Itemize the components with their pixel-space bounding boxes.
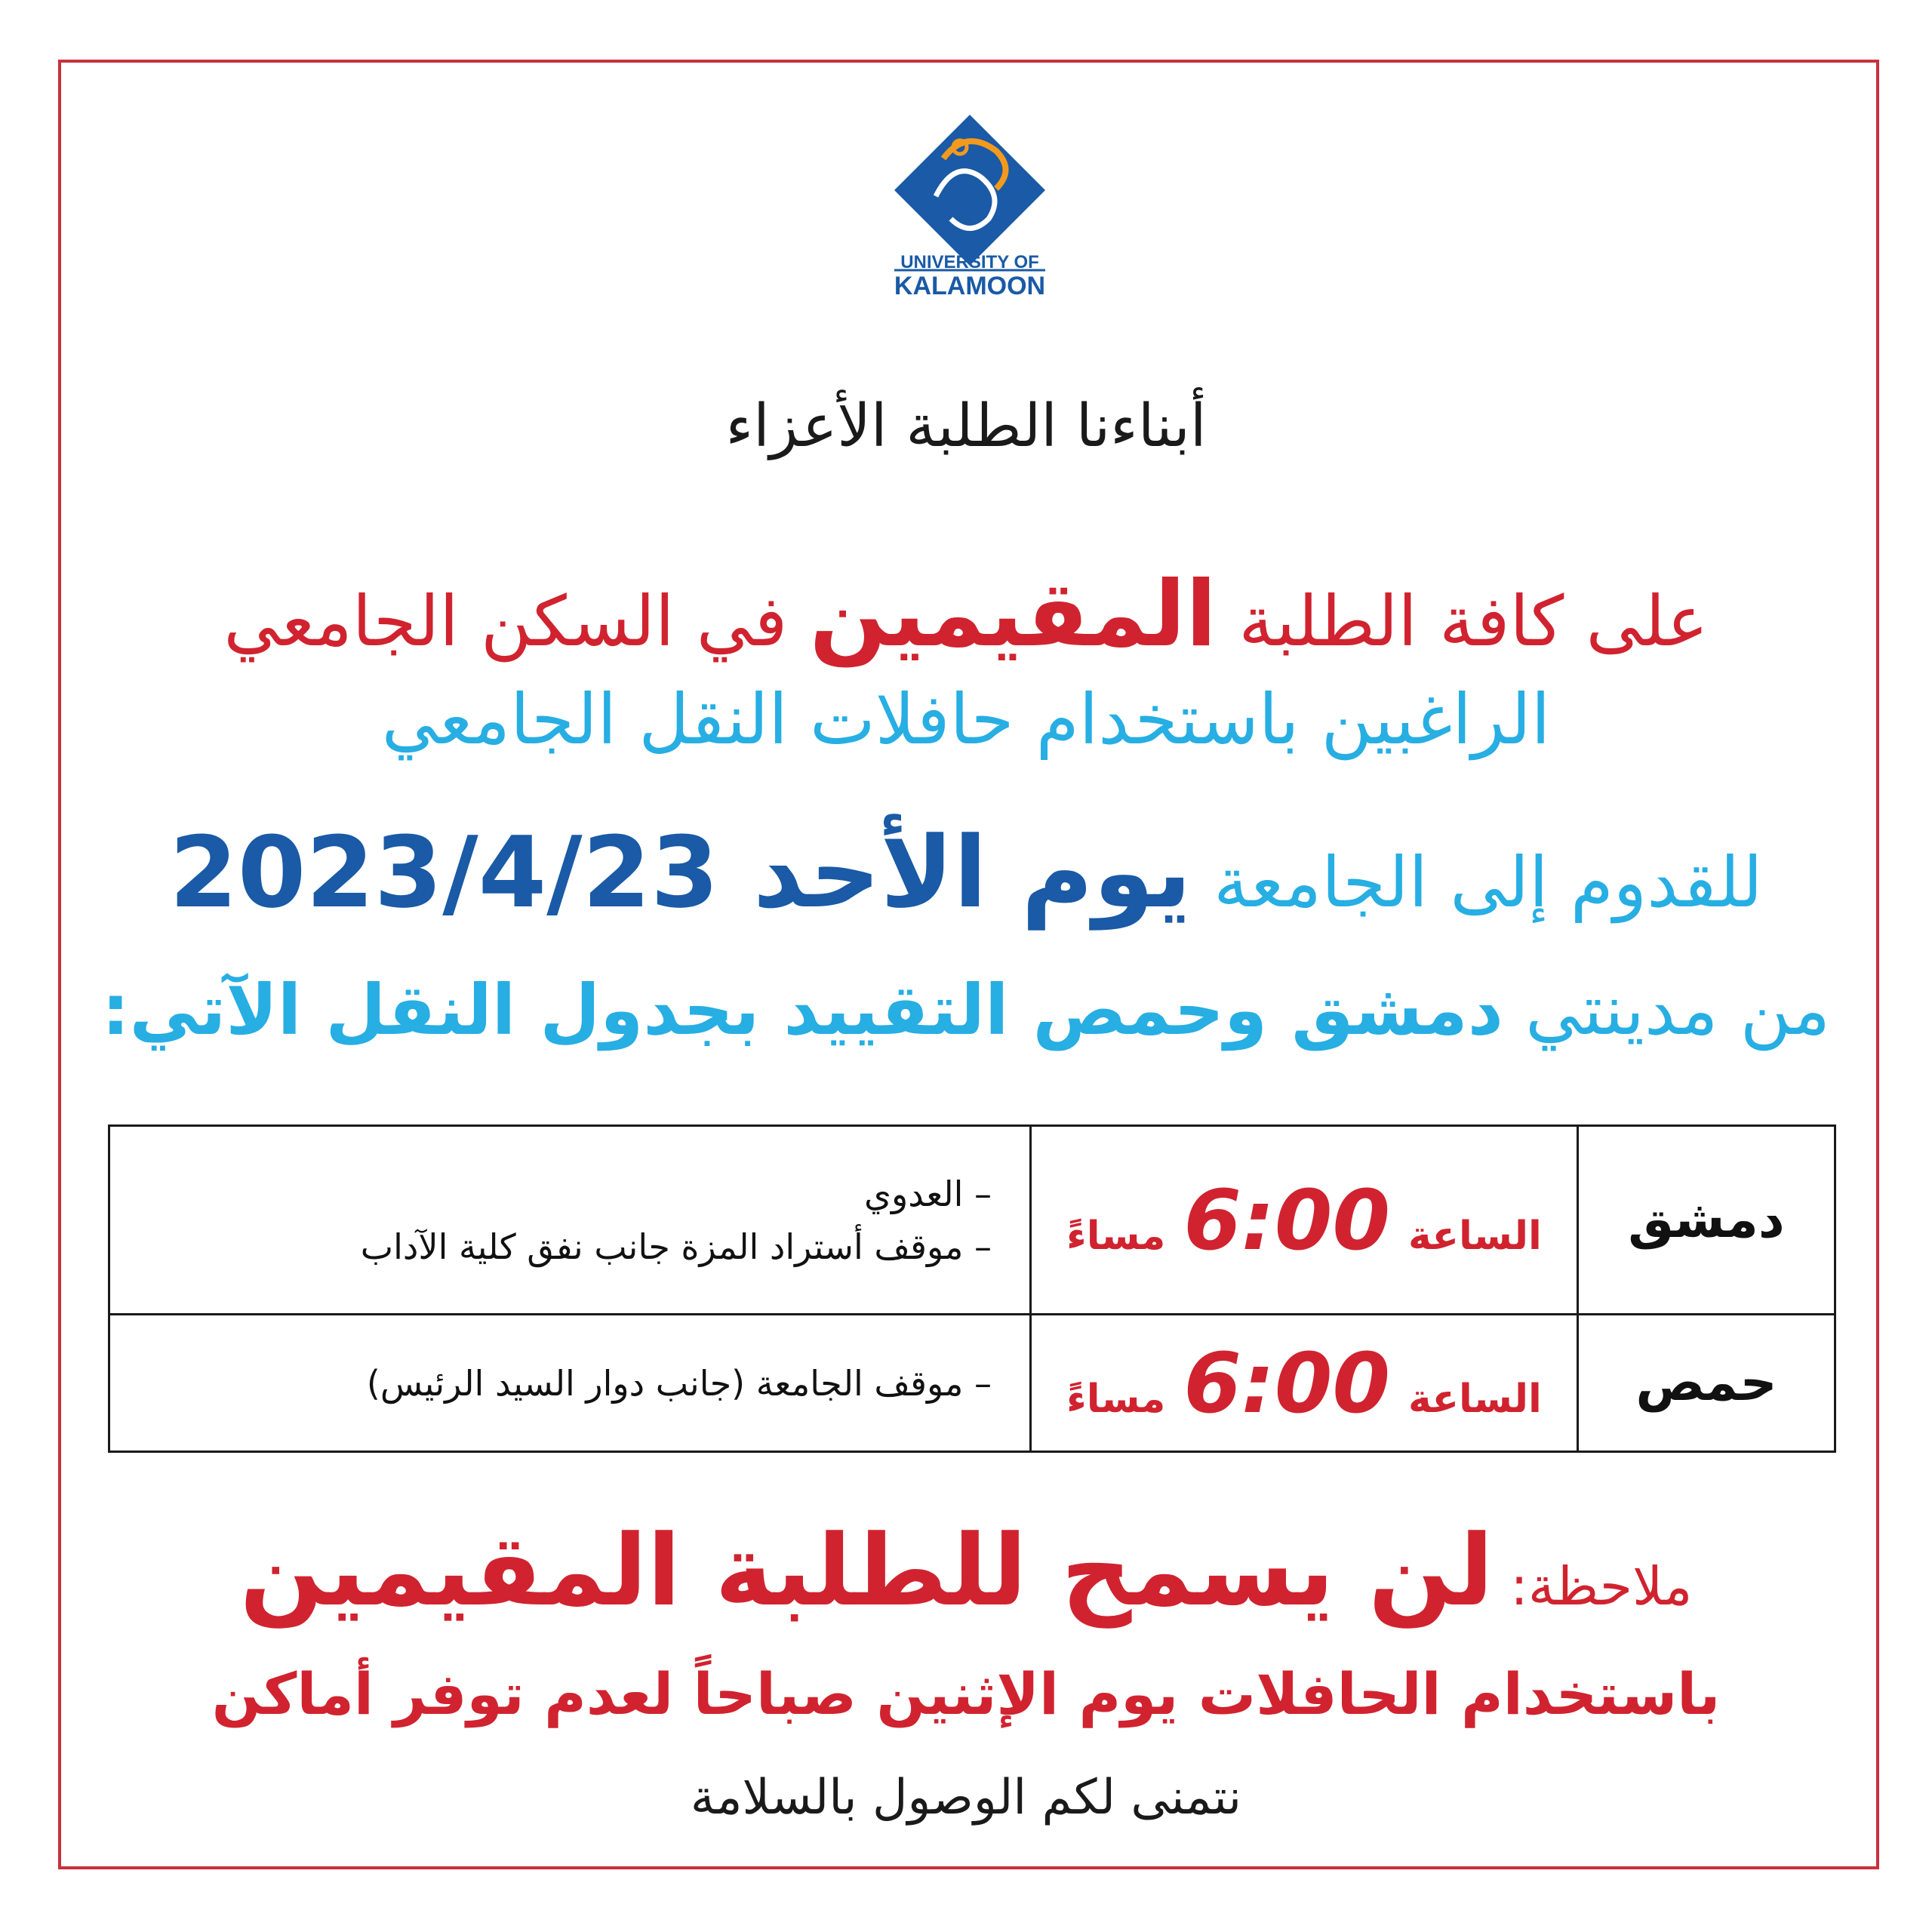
line1-strong: المقيمين — [809, 562, 1217, 667]
arrival-date: يوم الأحد 2023/4/23 — [169, 815, 1192, 930]
line3-pre: للقدوم إلى الجامعة — [1191, 842, 1763, 923]
announcement-line-3 — [0, 815, 1932, 930]
time-period: مساءً — [1066, 1376, 1166, 1422]
logo-diamond — [894, 115, 1045, 266]
university-logo — [883, 106, 1057, 302]
stops-cell — [109, 1126, 1031, 1315]
stops-cell — [109, 1315, 1031, 1452]
logo-line1: UNIVERSITY OF — [900, 252, 1039, 272]
time-value: 6:00 — [1183, 1171, 1390, 1269]
time-cell — [1031, 1315, 1578, 1452]
note-line-2: باستخدام الحافلات يوم الإثنين صباحاً لعدم توفر أماكن — [211, 1660, 1721, 1727]
city-cell: دمشق — [1578, 1126, 1835, 1315]
time-value: 6:00 — [1183, 1334, 1390, 1432]
transport-schedule-table — [108, 1124, 1836, 1453]
table-row — [109, 1315, 1835, 1452]
time-label: الساعة — [1407, 1213, 1542, 1259]
line4-strong: دمشق وحمص التقييد بجدول النقل الآتي: — [101, 970, 1503, 1051]
greeting: أبناءنا الطلبة الأعزاء — [725, 392, 1207, 460]
time-period: مساءً — [1066, 1213, 1166, 1259]
stop-item: – العدوي — [864, 1173, 992, 1214]
line4-pre: من مدينتي — [1503, 970, 1831, 1051]
stop-item: – موقف الجامعة (جانب دوار السيد الرئيس) — [366, 1362, 992, 1404]
time-cell — [1031, 1126, 1578, 1315]
note-strong: لن يسمح للطلبة المقيمين — [239, 1513, 1494, 1628]
city-cell: حمص — [1578, 1315, 1835, 1452]
note-line-1 — [0, 1513, 1932, 1628]
note-label: ملاحظة: — [1494, 1555, 1693, 1617]
closing-message: نتمنى لكم الوصول بالسلامة — [690, 1770, 1242, 1826]
table-row — [109, 1126, 1835, 1315]
time-label: الساعة — [1407, 1376, 1542, 1422]
stop-item: – موقف أستراد المزة جانب نفق كلية الآداب — [360, 1226, 992, 1267]
line1-post: في السكن الجامعي — [223, 581, 810, 662]
logo-line2: KALAMOON — [894, 272, 1046, 300]
announcement-line-1 — [0, 562, 1932, 667]
announcement-line-4 — [0, 970, 1932, 1051]
announcement-line-2: الراغبين باستخدام حافلات النقل الجامعي — [381, 679, 1551, 760]
line1-pre: على كافة الطلبة — [1217, 581, 1709, 662]
